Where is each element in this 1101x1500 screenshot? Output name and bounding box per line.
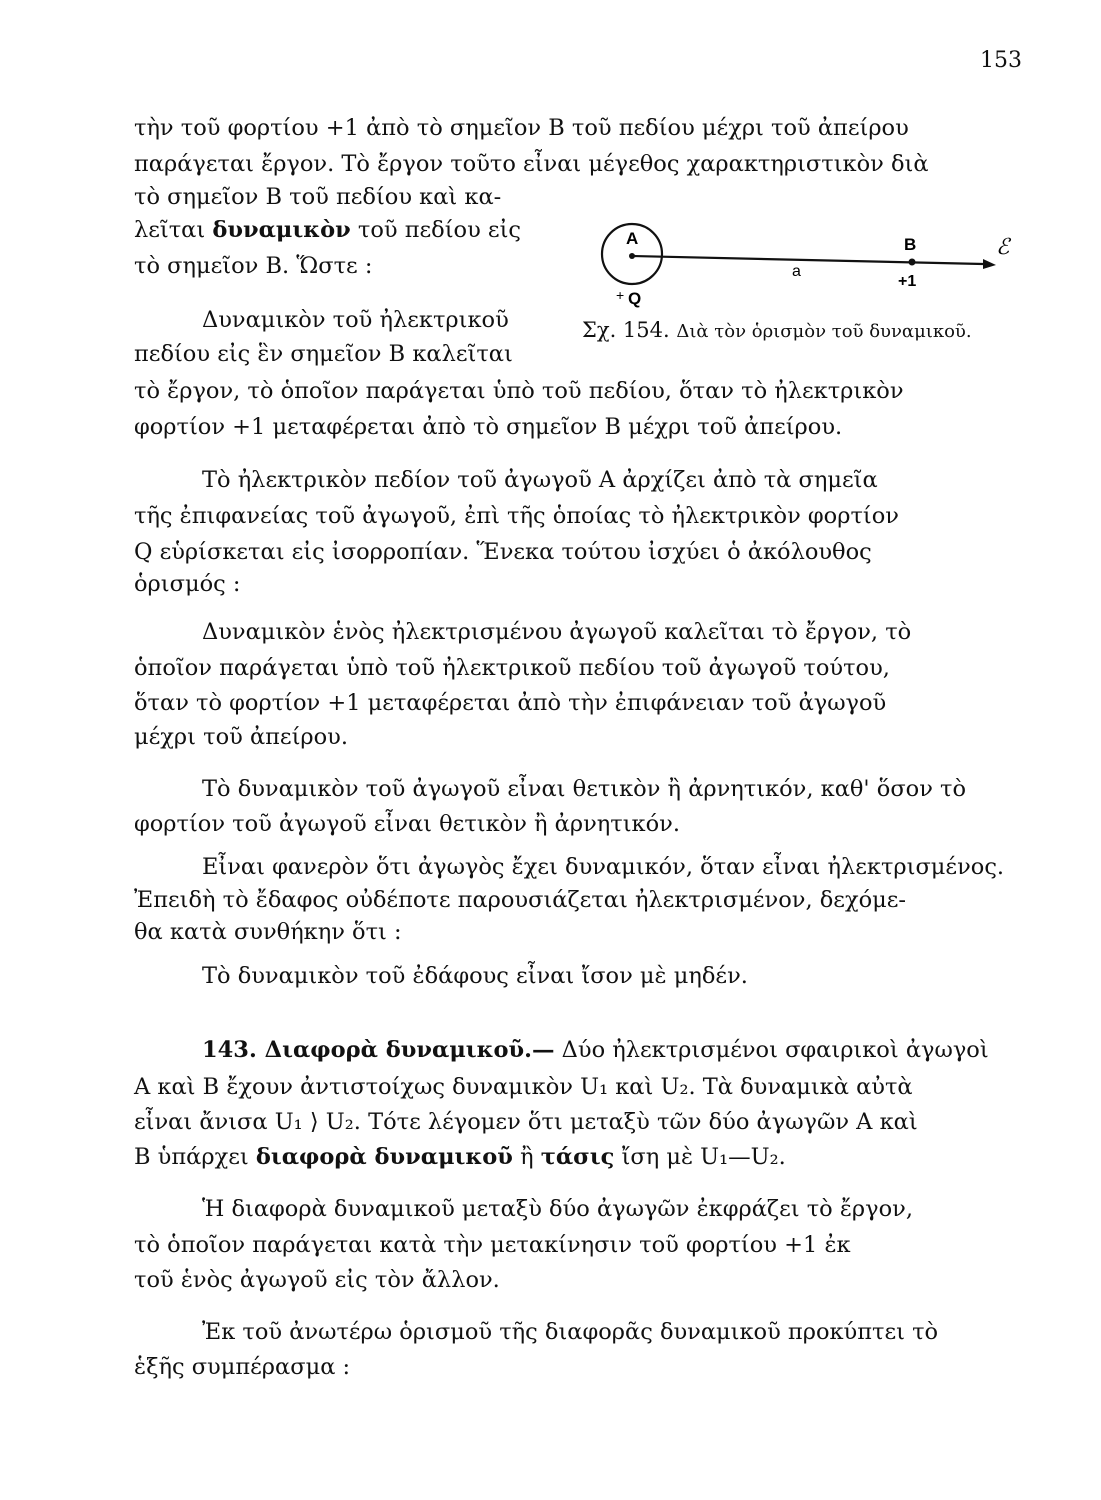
intro-line-3: τὸ σημεῖον Β τοῦ πεδίου καὶ κα- [134,184,502,210]
paragraph-3-line-1: Τὸ δυναμικὸν τοῦ ἀγωγοῦ εἶναι θετικὸν ἢ ἀρνητικόν, καθ' ὅσον τὸ [202,776,967,802]
label-plus-one: +1 [898,273,917,290]
figure-caption [582,318,972,342]
section-143-line-2: Α καὶ Β ἔχουν ἀντιστοίχως δυναμικὸν U₁ καὶ U₂. Τὰ δυναμικὰ αὐτὰ [134,1074,913,1100]
intro-line-1: τὴν τοῦ φορτίου +1 ἀπὸ τὸ σημεῖον Β τοῦ πεδίου μέχρι τοῦ ἀπείρου [134,115,909,141]
section-143-line-1 [202,1036,989,1064]
label-B: B [904,235,917,254]
definition-1-line-4: φορτίον +1 μεταφέρεται ἀπὸ τὸ σημεῖον Β μέχρι τοῦ ἀπείρου. [134,414,843,440]
intro-line-2: παράγεται ἔργον. Τὸ ἔργον τοῦτο εἶναι μέγεθος χαρακτηριστικὸν διὰ [134,151,929,177]
section-143-line-3: εἶναι ἄνισα U₁ ⟩ U₂. Τότε λέγομεν ὅτι μεταξὺ τῶν δύο ἀγωγῶν Α καὶ [134,1109,918,1135]
intro-text: λεῖται [134,217,213,243]
definition-2-line-2: ὁποῖον παράγεται ὑπὸ τοῦ ἠλεκτρικοῦ πεδίου τοῦ ἀγωγοῦ τούτου, [134,655,890,681]
section-heading: 143. Διαφορὰ δυναμικοῦ.— [202,1037,555,1063]
paragraph-4-line-2: Ἐπειδὴ τὸ ἔδαφος οὐδέποτε παρουσιάζεται ἠλεκτρισμένον, δεχόμε- [134,887,907,913]
caption-number: Σχ. 154. [582,318,670,342]
final-line-1: Ἐκ τοῦ ἀνωτέρω ὁρισμοῦ τῆς διαφορᾶς δυναμικοῦ προκύπτει τὸ [202,1319,939,1345]
label-plus-sign: + [616,287,625,303]
section-text: Β ὑπάρχει [134,1144,256,1170]
paragraph-2-line-4: ὁρισμός : [134,571,241,597]
paragraph-2-line-2: τῆς ἐπιφανείας τοῦ ἀγωγοῦ, ἐπὶ τῆς ὁποίας τὸ ἠλεκτρικὸν φορτίον [134,503,899,529]
label-a: a [792,263,801,280]
definition-2-line-1: Δυναμικὸν ἑνὸς ἠλεκτρισμένου ἀγωγοῦ καλεῖται τὸ ἔργον, τὸ [202,619,912,645]
label-Q: Q [628,289,642,308]
figure-154 [598,214,1028,308]
definition-1-line-3: τὸ ἔργον, τὸ ὁποῖον παράγεται ὑπὸ τοῦ πεδίου, ὅταν τὸ ἠλεκτρικὸν [134,378,904,404]
section-text: ἢ [512,1144,541,1170]
intro-line-4 [134,216,521,244]
intro-text: τοῦ πεδίου εἰς [350,217,521,243]
caption-text: Διὰ τὸν ὁρισμὸν τοῦ δυναμικοῦ. [676,321,972,342]
label-A: A [626,229,639,248]
paragraph-2-line-3: Q εὑρίσκεται εἰς ἰσορροπίαν. Ἕνεκα τούτου ἰσχύει ὁ ἀκόλουθος [134,539,872,565]
section-text: ἴση μὲ U₁—U₂. [614,1144,786,1170]
term-dynamikon: δυναμικὸν [212,217,351,243]
page-number: 153 [980,48,1022,73]
definition-1-line-1: Δυναμικὸν τοῦ ἠλεκτρικοῦ [202,307,509,333]
definition-3-line-3: τοῦ ἑνὸς ἀγωγοῦ εἰς τὸν ἄλλον. [134,1267,500,1293]
definition-2-line-3: ὅταν τὸ φορτίον +1 μεταφέρεται ἀπὸ τὴν ἐπιφάνειαν τοῦ ἀγωγοῦ [134,690,887,716]
term-voltage: τάσις [540,1144,615,1170]
section-143-line-4 [134,1143,786,1171]
term-potential-difference: διαφορὰ δυναμικοῦ [255,1144,513,1170]
point-B [909,259,916,266]
paragraph-3-line-2: φορτίον τοῦ ἀγωγοῦ εἶναι θετικὸν ἢ ἀρνητικόν. [134,811,680,837]
section-text: Δύο ἠλεκτρισμένοι σφαιρικοὶ ἀγωγοὶ [554,1037,989,1063]
paragraph-4-line-1: Εἶναι φανερὸν ὅτι ἀγωγὸς ἔχει δυναμικόν, ὅταν εἶναι ἠλεκτρισμένος. [202,854,1005,880]
paragraph-4-line-3: θα κατὰ συνθήκην ὅτι : [134,919,402,945]
intro-line-5: τὸ σημεῖον Β. Ὥστε : [134,253,373,279]
label-E: ℰ [996,235,1010,260]
arrow-head [983,259,996,269]
definition-3-line-2: τὸ ὁποῖον παράγεται κατὰ τὴν μετακίνησιν τοῦ φορτίου +1 ἐκ [134,1232,851,1258]
definition-2-line-4: μέχρι τοῦ ἀπείρου. [134,724,349,750]
ground-statement: Τὸ δυναμικὸν τοῦ ἐδάφους εἶναι ἴσον μὲ μηδέν. [202,963,748,989]
field-line [632,256,983,264]
definition-1-line-2: πεδίου εἰς ἓν σημεῖον Β καλεῖται [134,341,513,367]
paragraph-2-line-1: Τὸ ἠλεκτρικὸν πεδίον τοῦ ἀγωγοῦ Α ἀρχίζει ἀπὸ τὰ σημεῖα [202,467,878,493]
definition-3-line-1: Ἡ διαφορὰ δυναμικοῦ μεταξὺ δύο ἀγωγῶν ἐκφράζει τὸ ἔργον, [202,1196,913,1222]
final-line-2: ἑξῆς συμπέρασμα : [134,1354,351,1380]
